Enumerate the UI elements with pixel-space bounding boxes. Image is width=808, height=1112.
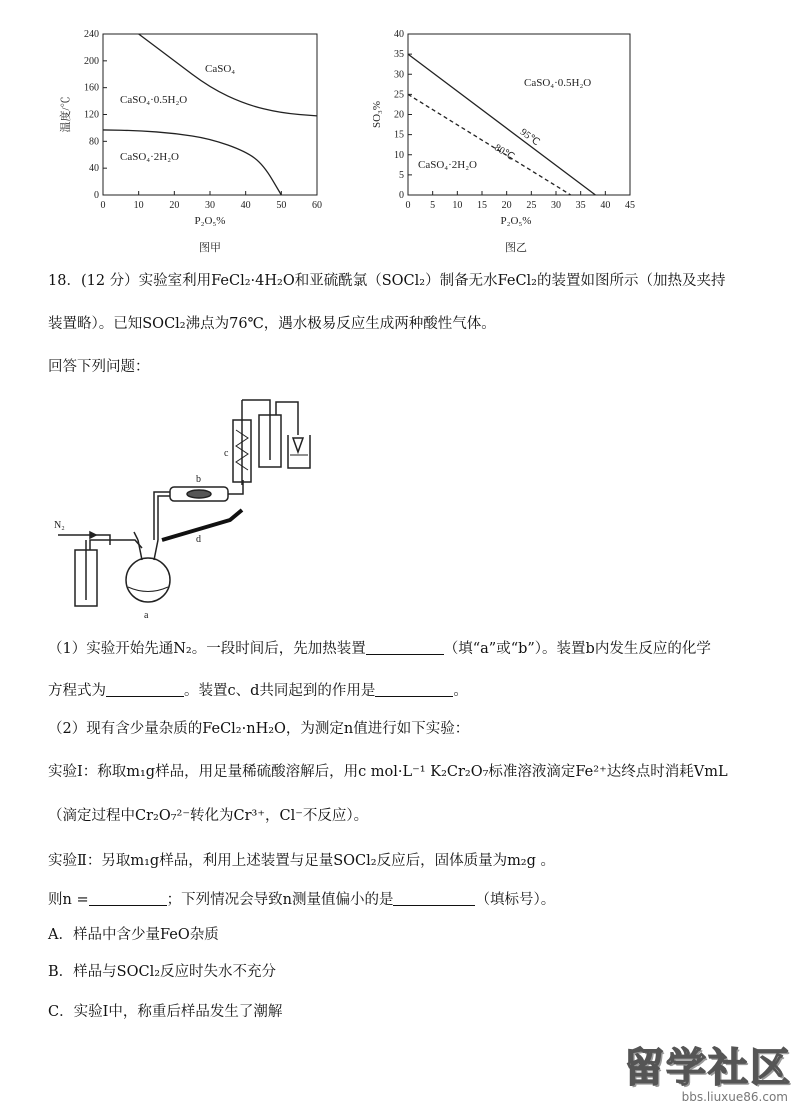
chart-caption: 图甲 [199, 241, 221, 254]
y-tick-label: 120 [84, 109, 99, 121]
p1-line1 [48, 639, 711, 659]
x-tick-label: 0 [405, 200, 411, 211]
y-axis-title: 温度/℃ [60, 96, 72, 133]
chart-caption: 图乙 [505, 241, 527, 254]
y-tick-label: 200 [84, 55, 99, 67]
y-tick-label: 30 [394, 69, 404, 81]
x-tick-label: 40 [240, 200, 251, 211]
p1-text-b: （填“a”或“b”）。装置b内发生反应的化学 [443, 641, 711, 657]
x-tick-label: 15 [477, 200, 487, 211]
x-tick-label: 30 [551, 200, 561, 211]
n-line [48, 890, 555, 910]
region-label: CaSO₄·2H₂O [120, 151, 180, 163]
exp1-line1: 实验Ⅰ：称取m₁g样品，用足量稀硫酸溶解后，用c mol·L⁻¹ K₂Cr₂O₇标准溶液滴定Fe²⁺达终点时消耗VmL [48, 764, 728, 780]
y-tick-label: 160 [84, 82, 99, 94]
x-axis-title: P₂O₅% [194, 215, 226, 227]
y-tick-label: 10 [394, 149, 404, 161]
region-label: CaSO₄·0.5H₂O [120, 94, 188, 106]
p1-text-e: 。 [453, 683, 468, 699]
x-tick-label: 0 [100, 200, 106, 211]
blank-2[interactable] [106, 682, 184, 697]
watermark [624, 1036, 792, 1106]
chart-yi [366, 28, 646, 260]
option-c: C．实验Ⅰ中，称重后样品发生了潮解 [48, 1004, 283, 1020]
chart-jia-svg [55, 28, 340, 260]
series-label-0: 95℃ [517, 126, 542, 149]
x-tick-label: 35 [575, 200, 586, 211]
q18-line1: 18．(12 分）实验室利用FeCl₂·4H₂O和亚硫酰氯（SOCl₂）制备无水FeCl₂的装置如图所示（加热及夹持 [48, 273, 726, 289]
apparatus-svg [50, 390, 370, 620]
exp2-line: 实验Ⅱ：另取m₁g样品，利用上述装置与足量SOCl₂反应后，固体质量为m₂g 。 [48, 853, 556, 869]
region-label: CaSO₄·0.5H₂O [524, 77, 592, 89]
x-tick-label: 10 [133, 200, 144, 211]
x-tick-label: 20 [501, 200, 512, 211]
x-tick-label: 20 [169, 200, 180, 211]
x-tick-label: 30 [205, 200, 215, 211]
p2-line: （2）现有含少量杂质的FeCl₂·nH₂O，为测定n值进行如下实验： [48, 721, 470, 737]
region-label: CaSO₄ [205, 63, 236, 75]
y-tick-label: 0 [399, 190, 404, 201]
label-d: d [196, 534, 201, 545]
apparatus-diagram [50, 390, 370, 620]
x-tick-label: 5 [430, 200, 436, 211]
p1-text-a: （1）实验开始先通N₂。一段时间后，先加热装置 [48, 641, 366, 657]
y-tick-label: 25 [394, 89, 404, 101]
option-b: B．样品与SOCl₂反应时失水不充分 [48, 964, 277, 980]
q18-line2: 装置略）。已知SOCl₂沸点为76℃，遇水极易反应生成两种酸性气体。 [48, 316, 496, 332]
x-tick-label: 25 [526, 200, 537, 211]
n-text-c: （填标号）。 [475, 892, 556, 908]
chart-yi-svg [366, 28, 646, 260]
y-tick-label: 40 [394, 29, 404, 40]
p1-text-c: 方程式为 [48, 683, 106, 699]
x-axis-title: P₂O₅% [500, 215, 532, 227]
region-label: CaSO₄·2H₂O [418, 159, 478, 171]
blank-3[interactable] [375, 682, 453, 697]
y-tick-label: 20 [394, 109, 404, 121]
x-tick-label: 60 [312, 200, 322, 211]
watermark-url: bbs.liuxue86.com [681, 1090, 788, 1104]
series-line-0 [408, 54, 595, 195]
blank-5[interactable] [393, 891, 475, 906]
label-n2: N₂ [54, 520, 65, 531]
series-line-1 [408, 94, 571, 195]
p1-text-d: 。装置c、d共同起到的作用是 [184, 683, 376, 699]
x-tick-label: 10 [452, 200, 463, 211]
y-tick-label: 240 [84, 29, 99, 40]
blank-4[interactable] [89, 891, 167, 906]
y-axis-title: SO₃% [371, 100, 383, 129]
x-tick-label: 40 [600, 200, 611, 211]
label-c: c [224, 448, 229, 459]
y-tick-label: 40 [89, 163, 99, 175]
blank-1[interactable] [366, 640, 444, 655]
watermark-title: 留学社区 [624, 1045, 792, 1091]
n-text-b: ；下列情况会导致n测量值偏小的是 [166, 892, 394, 908]
y-tick-label: 15 [394, 129, 404, 141]
q18-line3: 回答下列问题： [48, 359, 150, 375]
x-tick-label: 50 [276, 200, 287, 211]
exp1-line2: （滴定过程中Cr₂O₇²⁻转化为Cr³⁺，Cl⁻不反应）。 [48, 808, 369, 824]
y-tick-label: 0 [94, 190, 99, 201]
label-a: a [144, 610, 149, 620]
x-tick-label: 45 [625, 200, 635, 211]
chart-jia [55, 28, 340, 260]
y-tick-label: 35 [394, 49, 404, 61]
y-tick-label: 5 [399, 169, 404, 181]
y-tick-label: 80 [89, 136, 99, 148]
n-text-a: 则n = [48, 892, 89, 908]
p1-line2 [48, 681, 468, 701]
plot-frame [103, 34, 317, 195]
label-b: b [196, 474, 201, 485]
series-label-1: 80℃ [492, 142, 517, 163]
option-a: A．样品中含少量FeO杂质 [48, 927, 219, 943]
